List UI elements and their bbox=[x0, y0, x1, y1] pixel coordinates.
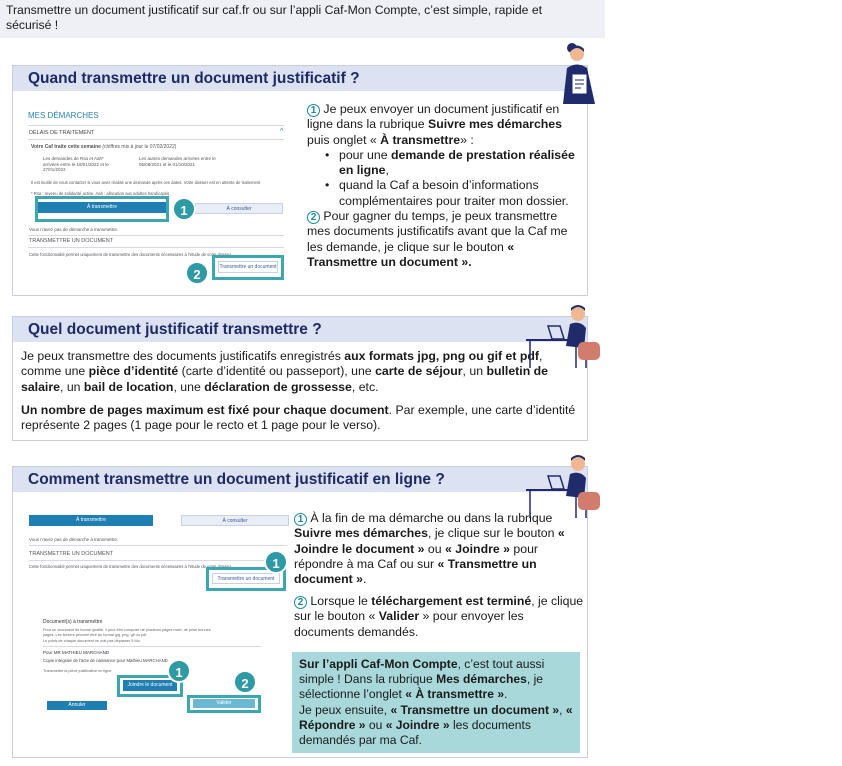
screenshot-mes-demarches bbox=[25, 108, 288, 293]
bullet-informations: • quand la Caf a besoin d’informations complémentaires pour traiter mon dossier. bbox=[339, 178, 583, 209]
bullet-demande: • pour une demande de prestation réalisée en ligne, bbox=[339, 148, 583, 179]
person-laptop-illustration bbox=[522, 302, 602, 368]
shot-col1: Les demandes de Rsa et Aah* arrivées entre le 18/01/2022 et le 27/01/2022 bbox=[43, 156, 109, 172]
shot-tr-heading: TRANSMETTRE UN DOCUMENT bbox=[29, 238, 114, 244]
shot-tr-desc: Cette fonctionnalité permet uniquement de transmettre des documents nécessaires à l'étude de votre dossier. bbox=[29, 252, 233, 257]
highlight-tab bbox=[35, 196, 169, 222]
section-how-title: Comment transmettre un document justificatif en ligne ? bbox=[13, 467, 587, 492]
section-when-text: 1 Je peux envoyer un document justificatif en ligne dans la rubrique Suivre mes démarches puis onglet « À transmettre» : • pour une demande de prestation réalisée en ligne, • quand la Caf a besoin d’informations complémentaires pour traiter mon dossier. 2 Pour gagner du temps, je peux transmettre mes documents justificatifs avant que la Caf me les demande, je clique sur le bouton « Transmettre un document ». bbox=[307, 102, 583, 270]
shot-note: Il est inutile de vous contacter si vous avez réalisé une demande après ces dates. Votre dossier est en attente de traitement bbox=[31, 180, 261, 185]
shot3-tr-desc: Cette fonctionnalité permet uniquement de transmettre des documents nécessaires à l'étude de votre dossier. bbox=[29, 564, 233, 569]
shot3-person: Pour MR MATHIEU MARCHAND bbox=[43, 650, 110, 655]
shot-col2: Les autres demandes arrivées entre le 05/08/2021 et le 01/10/2021 bbox=[139, 156, 216, 167]
shot-tr-button[interactable]: Transmettre un document bbox=[218, 261, 278, 273]
section-which-text-1: Je peux transmettre des documents justificatifs enregistrés aux formats jpg, png ou gif et pdf, comme une pièce d’identité (carte d’identité ou passeport), une carte de séjour, un bulletin de salaire, un bail de location, une déclaration de grossesse, etc. bbox=[21, 349, 548, 394]
badge-1: 1 bbox=[172, 197, 196, 221]
section-which bbox=[12, 316, 588, 441]
person-document-illustration bbox=[555, 40, 605, 108]
shot3-join-button[interactable]: Joindre le document bbox=[123, 680, 177, 691]
shot3-tr-button[interactable]: Transmettre un document bbox=[212, 573, 280, 584]
number-2-icon: 2 bbox=[294, 596, 307, 609]
shot3-no-demarche: Vous n'avez pas de démarche à transmettre. bbox=[29, 537, 119, 542]
shot3-doc-text: Pour un document de bonne qualité, il peut être composé de plusieurs pages maxi, de prise bonnes pages. Les fichiers peuvent être au format jpg, png, gif ou pdf. bbox=[43, 628, 211, 637]
shot3-tr-heading: TRANSMETTRE UN DOCUMENT bbox=[29, 551, 114, 557]
shot3-annuler[interactable]: Annuler bbox=[47, 701, 107, 710]
shot3-tab-consulter[interactable]: À consulter bbox=[181, 515, 289, 526]
intro-text: Transmettre un document justificatif sur caf.fr ou sur l’appli Caf-Mon Compte, c’est simple, rapide et sécurisé ! bbox=[6, 3, 543, 32]
section-when bbox=[12, 65, 588, 296]
shot3-tab-transmettre[interactable]: À transmettre bbox=[29, 515, 153, 526]
badge-2: 2 bbox=[185, 261, 209, 285]
section-which-text-2: Un nombre de pages maximum est fixé pour chaque document. Par exemple, une carte d’identité représente 2 pages (1 page pour le recto et 1 page pour le verso). bbox=[21, 403, 576, 433]
section-which-title: Quel document justificatif transmettre ? bbox=[13, 317, 587, 342]
shot3-doc-limit: Le poids de chaque document ne doit pas dépasser 5 Mo. bbox=[43, 639, 141, 643]
screenshot-joindre bbox=[37, 615, 267, 715]
badge-3-1b: 1 bbox=[167, 659, 191, 683]
shot3-person-sub: Copie intégrale de l'acte de naissance pour Mathieu MARCHAND bbox=[43, 658, 168, 663]
shot3-doc-heading: Document(s) à transmettre bbox=[43, 619, 103, 625]
shot-heading: MES DÉMARCHES bbox=[28, 111, 99, 120]
chevron-up-icon[interactable]: ^ bbox=[280, 128, 284, 135]
section-how-text-2: 2 Lorsque le téléchargement est terminé, je clique sur le bouton « Valider » pour envoyer les documents demandés. bbox=[294, 594, 584, 639]
shot-week: Votre Caf traite cette semaine (chiffres mis à jour le 07/02/2022) bbox=[31, 144, 177, 150]
number-1-icon: 1 bbox=[307, 104, 320, 117]
number-2-icon: 2 bbox=[307, 211, 320, 224]
section-how-text-1: 1 À la fin de ma démarche ou dans la rubrique Suivre mes démarches, je clique sur le bouton « Joindre le document » ou « Joindre » pour répondre à ma Caf ou sur « Transmettre un document ». bbox=[294, 511, 565, 587]
app-info-box: Sur l’appli Caf-Mon Compte, c’est tout aussi simple ! Dans la rubrique Mes démarches, je sélectionne l’onglet « À transmettre ». Je peux ensuite, « Transmettre un document », « Répondre » ou « Joindre » les documents demandés par ma Caf. bbox=[292, 652, 580, 753]
person-laptop-illustration-2 bbox=[522, 452, 602, 518]
badge-3-1: 1 bbox=[264, 550, 288, 574]
shot-footnote: * Rsa : revenu de solidarité active. Aah : allocation aux adultes handicapés bbox=[31, 191, 170, 196]
shot-no-demarche: Vous n'avez pas de démarche à transmettre. bbox=[29, 227, 119, 232]
shot-tab-transmettre[interactable]: À transmettre bbox=[37, 202, 167, 213]
intro-banner bbox=[0, 0, 605, 38]
shot3-valider[interactable]: Valider bbox=[193, 699, 255, 708]
badge-3-2: 2 bbox=[233, 670, 257, 694]
screenshot-transmettre bbox=[23, 509, 291, 599]
shot-tab-consulter[interactable]: À consulter bbox=[195, 203, 283, 214]
shot-delais: DÉLAIS DE TRAITEMENT bbox=[29, 130, 95, 136]
section-when-title: Quand transmettre un document justificatif ? bbox=[13, 66, 587, 91]
section-how bbox=[12, 466, 588, 758]
shot3-pages-info: Transmettre la pièce justificative en ligne bbox=[43, 669, 112, 673]
number-1-icon: 1 bbox=[294, 513, 307, 526]
